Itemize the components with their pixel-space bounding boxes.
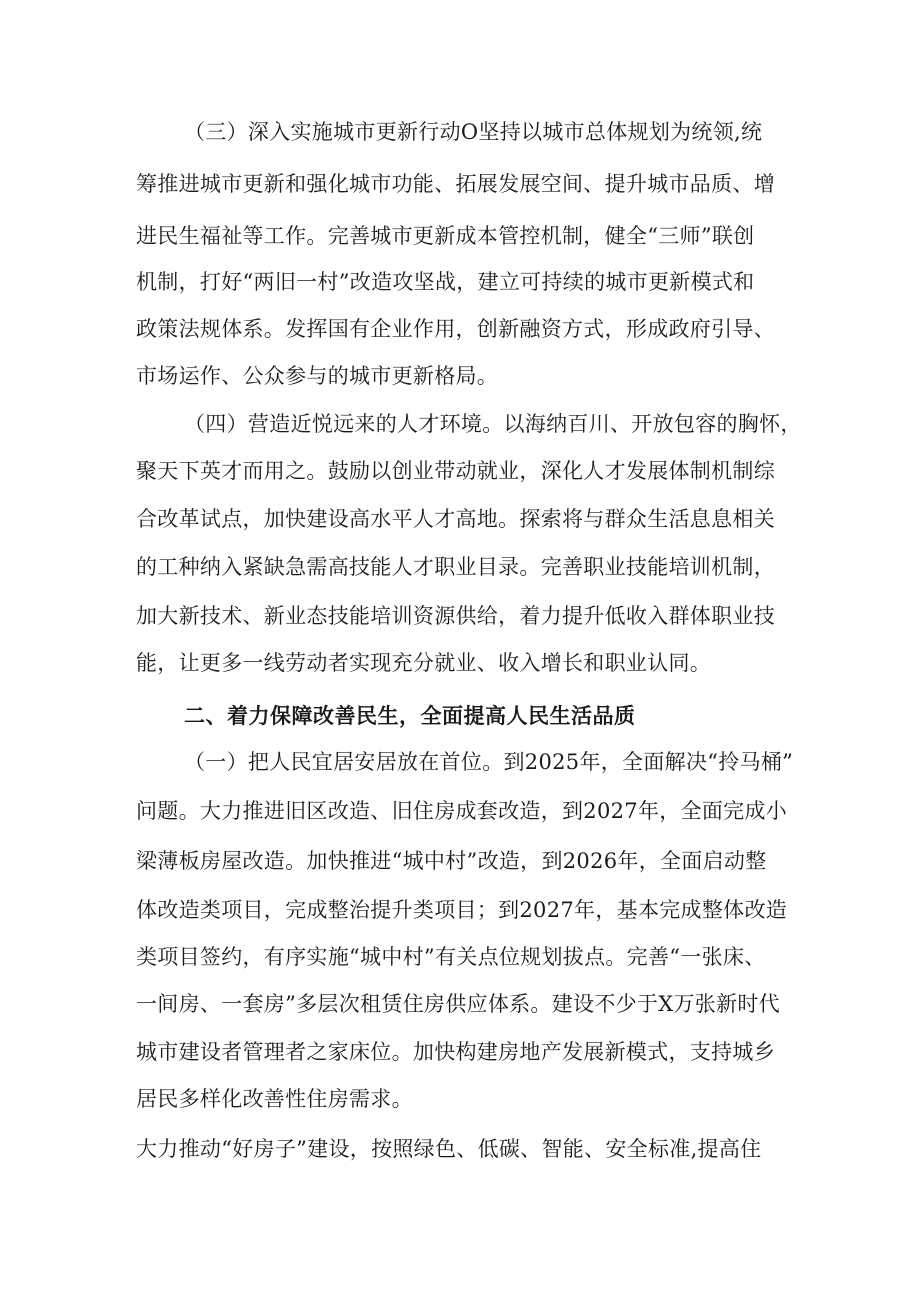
paragraph-line: 市场运作、公众参与的城市更新格局。 <box>136 364 499 388</box>
paragraph-line: （四）营造近悦远来的人才环境。以海纳百川、开放包容的胸怀， <box>184 412 802 436</box>
section-heading: 二、着力保障改善民生，全面提高人民生活品质 <box>184 704 636 728</box>
paragraph-line: 大力推动“好房子”建设，按照绿色、低碳、智能、安全标准,提高住 <box>136 1137 762 1161</box>
paragraph-line: 能，让更多一线劳动者实现充分就业、收入增长和职业认同。 <box>136 651 712 675</box>
paragraph-line: 类项目签约，有序实施“城中村”有关点位规划拔点。完善“一张床、 <box>136 945 766 969</box>
paragraph-line: 体改造类项目，完成整治提升类项目；到2027年，基本完成整体改造 <box>136 898 788 922</box>
paragraph-line: 合改革试点，加快建设高水平人才高地。探索将与群众生活息息相关 <box>136 507 775 531</box>
paragraph-line: 居民多样化改善性住房需求。 <box>136 1087 413 1111</box>
paragraph-line: 问题。大力推进旧区改造、旧住房成套改造，到2027年，全面完成小 <box>136 799 788 823</box>
paragraph-line: 进民生福祉等工作。完善城市更新成本管控机制，健全“三师”联创 <box>136 224 755 248</box>
paragraph-line: 机制，打好“两旧一村”改造攻坚战，建立可持续的城市更新模式和 <box>136 270 755 294</box>
paragraph-line: 加大新技术、新业态技能培训资源供给，着力提升低收入群体职业技 <box>136 604 775 628</box>
paragraph-line: 城市建设者管理者之家床位。加快构建房地产发展新模式，支持城乡 <box>136 1040 775 1064</box>
paragraph-line: 政策法规体系。发挥国有企业作用，创新融资方式，形成政府引导、 <box>136 317 775 341</box>
paragraph-line: 的工种纳入紧缺急需高技能人才职业目录。完善职业技能培训机制， <box>136 555 775 579</box>
paragraph-line: 一间房、一套房”多层次租赁住房供应体系。建设不少于X万张新时代 <box>136 992 780 1016</box>
paragraph-line: （一）把人民宜居安居放在首位。到2025年，全面解决“拎马桶” <box>184 750 794 774</box>
paragraph-line: 筹推进城市更新和强化城市功能、拓展发展空间、提升城市品质、增 <box>136 172 775 196</box>
paragraph-line: 聚天下英才而用之。鼓励以创业带动就业，深化人才发展体制机制综 <box>136 459 775 483</box>
paragraph-line: 梁薄板房屋改造。加快推进“城中村”改造，到2026年，全面启动整 <box>136 849 767 873</box>
paragraph-line: （三）深入实施城市更新行动O坚持以城市总体规划为统领,统 <box>184 120 763 144</box>
